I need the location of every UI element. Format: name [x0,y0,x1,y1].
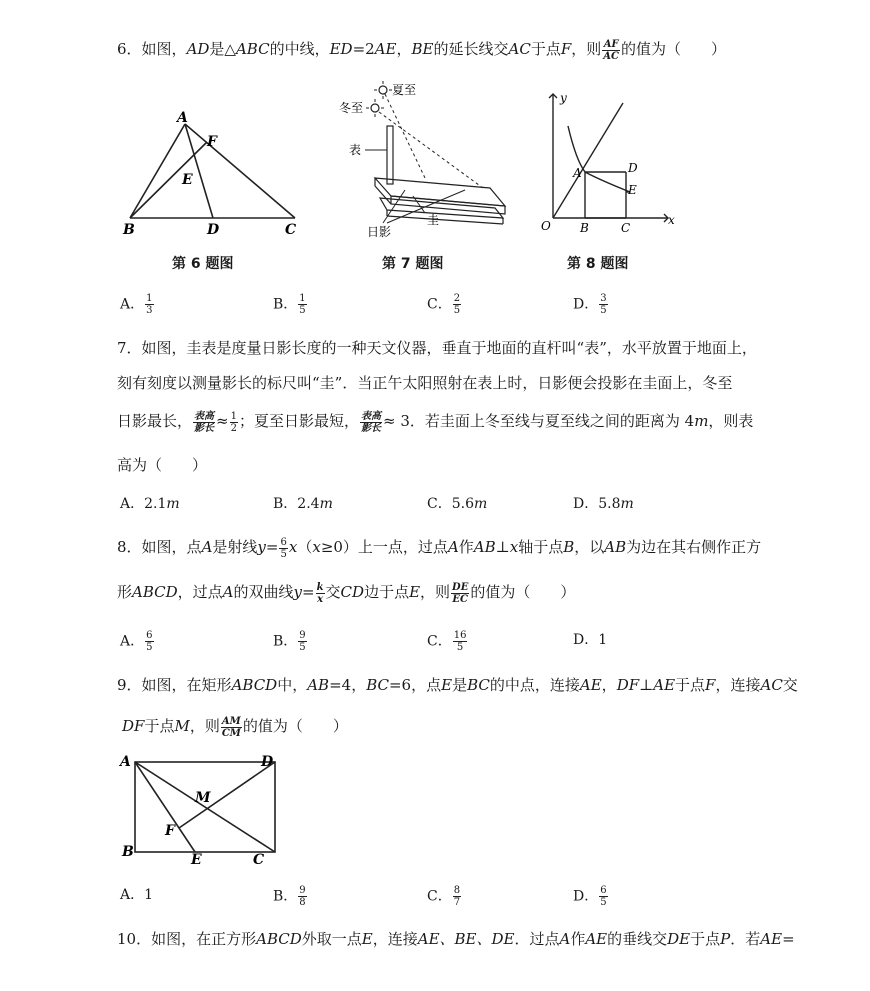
label-shadow: 日影 [367,225,392,239]
label-C: C [253,852,265,868]
text-segment: B． [273,296,298,313]
text-segment: ≈ 3．若圭面上冬至线与夏至线之间的距离为 4 [382,412,695,430]
q8-stem-line-1 [117,536,761,560]
text-segment: ABCD [132,583,178,601]
text-segment: 表高 [360,410,381,422]
label-E: E [191,852,202,868]
text-segment: =6，点 [388,676,442,694]
figure-6 [115,100,315,250]
text-segment: 16 [453,630,467,641]
label-D: D [207,222,220,238]
text-segment: 如图，圭表是度量日影长度的一种天文仪器，垂直于地面的直杆叫“表”，水平放置于地面上， [141,339,757,357]
text-segment: BE [411,40,434,58]
q8-option-a[interactable] [120,630,155,653]
q6-option-b[interactable] [273,293,308,316]
label-summer: 夏至 [392,83,417,97]
question-number: 7． [117,339,142,357]
text-segment: 8 [299,897,306,908]
text-segment: 1 [598,632,608,648]
text-segment: 2 [230,422,237,434]
text-segment: 6 [280,536,287,548]
text-segment: A． [120,296,145,313]
q7-option-d[interactable] [573,494,634,514]
figure-7-caption: 第 7 题图 [382,256,444,272]
figure-8 [538,88,678,238]
text-segment: m [166,496,180,512]
text-segment: 5 [600,897,607,908]
text-segment: 的值为（ ） [621,40,727,58]
text-segment: 的值为（ ） [470,583,576,601]
text-segment: x [317,593,324,605]
text-segment: ，连接 [372,930,418,948]
text-segment: AF [603,38,619,50]
text-segment: AC [603,50,620,62]
text-segment: AD [186,40,210,58]
text-segment: 3 [146,305,153,316]
text-segment: ， [601,676,617,694]
text-segment: AE [374,40,397,58]
q9-option-a[interactable] [120,885,153,905]
text-segment: ABC [235,40,270,58]
q7-option-a[interactable] [120,494,180,514]
label-E: E [182,172,193,188]
label-M: M [195,790,211,806]
text-segment: 外取一点 [301,930,362,948]
text-segment: D． [573,496,599,512]
text-segment: 5 [453,305,461,316]
text-segment: 5 [299,305,306,316]
text-segment: E [441,676,453,694]
label-D: D [628,161,638,175]
text-segment: 的中线， [269,40,330,58]
text-segment: ，则 [420,583,451,601]
text-segment: AC [760,676,783,694]
text-segment: B [563,538,575,556]
text-segment: E [361,930,373,948]
q8-stem-line-2 [117,581,575,605]
text-segment: 边于点 [364,583,410,601]
text-segment: = [782,930,795,948]
text-segment: 3 [600,293,607,304]
text-segment: 日影最长， [117,412,193,430]
text-segment: AB [307,676,330,694]
text-segment: DE [667,930,691,948]
text-segment: 5.8 [598,496,621,512]
text-segment: AB [604,538,627,556]
text-segment: F [705,676,716,694]
text-segment: D． [573,296,599,313]
q6-option-a[interactable] [120,293,155,316]
text-segment: A [447,538,459,556]
text-segment: C． [427,496,452,512]
text-segment: D． [573,632,599,648]
question-number: 9． [117,676,142,694]
text-segment: A [201,538,213,556]
text-segment: D． [573,888,599,905]
text-segment: =4， [329,676,367,694]
text-segment: 5 [600,305,607,316]
text-segment: y [293,583,303,601]
text-segment: 作 [570,930,586,948]
text-segment: 形 [117,583,133,601]
text-segment: A． [120,633,145,650]
text-segment: ⊥ [639,676,654,694]
q6-stem [117,38,726,62]
text-segment: ≈ [216,412,229,430]
text-segment: x [509,538,519,556]
text-segment: 中， [277,676,308,694]
question-number: 6． [117,40,142,58]
text-segment: DF [616,676,640,694]
text-segment: 9 [299,885,306,896]
figure-6-caption: 第 6 题图 [172,256,234,272]
text-segment: 交 [782,676,798,694]
q9-option-b[interactable] [273,885,308,908]
label-B: B [122,844,134,860]
text-segment: m [473,496,488,512]
text-segment: AB [473,538,496,556]
text-segment: 于点 [144,717,175,735]
fraction [602,39,620,62]
label-O: O [541,219,551,233]
label-A: A [177,110,188,126]
text-segment: EC [452,593,468,605]
q9-stem-line-1 [117,674,798,696]
text-segment: BC [366,676,389,694]
text-segment: AE、BE、DE [417,930,515,948]
text-segment: ，连接 [715,676,761,694]
label-gui: 圭 [427,213,440,227]
text-segment: ， [396,40,412,58]
text-segment: ABCD [256,930,302,948]
text-segment: y [257,538,266,556]
text-segment: 如图，在正方形 [151,930,257,948]
q9-option-c[interactable] [427,885,462,908]
q8-option-d[interactable] [573,630,607,650]
q8-option-b[interactable] [273,630,308,653]
text-segment: 1 [146,293,153,304]
q6-option-d[interactable] [573,293,609,316]
text-segment: 影长 [360,422,381,434]
text-segment: 于点 [675,676,706,694]
text-segment: ．过点 [514,930,560,948]
text-segment: 5 [456,642,464,653]
text-segment: 8 [453,885,461,896]
text-segment: 于点 [690,930,721,948]
text-segment: BC [467,676,490,694]
text-segment: 6 [146,630,153,641]
text-segment: AE [653,676,676,694]
text-segment: 刻有刻度以测量影长的标尺叫“圭”．当正午太阳照射在表上时，日影便会投影在圭面上，冬至 [117,374,733,392]
text-segment: 是射线 [212,538,258,556]
text-segment: C． [427,888,452,905]
text-segment: 是△ [209,40,236,58]
text-segment: k [316,581,324,593]
text-segment: A． [120,496,145,512]
text-segment: = [302,583,315,601]
text-segment: CM [221,727,241,739]
q9-stem-line-2 [122,715,348,739]
text-segment: A [559,930,571,948]
label-B: B [580,221,589,235]
text-segment: 的中点，连接 [489,676,580,694]
text-segment: ABCD [231,676,278,694]
question-number: 10． [117,930,152,948]
text-segment: 如图，在矩形 [141,676,232,694]
label-E: E [628,183,637,197]
text-segment: 2 [453,293,461,304]
label-biao: 表 [349,143,362,157]
label-F: F [207,134,217,150]
text-segment: （ [297,538,313,556]
text-segment: ED [329,40,353,58]
text-segment: 9 [299,630,306,641]
text-segment: m [319,496,333,512]
text-segment: 交 [325,583,341,601]
q7-option-c[interactable] [427,494,487,514]
figure-9 [115,748,290,873]
text-segment: F [560,40,572,58]
text-segment: ，则表 [708,412,754,430]
text-segment: 于点 [530,40,561,58]
text-segment: x [312,538,321,556]
q7-option-b[interactable] [273,494,333,514]
text-segment: m [694,412,709,430]
text-segment: m [620,496,634,512]
text-segment: ，以 [574,538,605,556]
text-segment: 如图， [141,40,187,58]
text-segment: AE [579,676,602,694]
text-segment: E [409,583,421,601]
text-segment: 2.1 [144,496,167,512]
text-segment: ，则 [189,717,220,735]
text-segment: B． [273,496,298,512]
label-A: A [120,754,131,770]
text-segment: 5 [280,548,287,560]
text-segment: 7 [453,897,461,908]
text-segment: =2 [352,40,375,58]
text-segment: ，过点 [177,583,223,601]
text-segment: B． [273,633,298,650]
text-segment: 6 [600,885,607,896]
text-segment: 如图，点 [141,538,202,556]
text-segment: ⊥ [495,538,510,556]
question-number: 8． [117,538,142,556]
q9-option-d[interactable] [573,885,609,908]
label-winter: 冬至 [339,101,364,115]
text-segment: 作 [458,538,474,556]
text-segment: 是 [452,676,468,694]
text-segment: x [288,538,298,556]
text-segment: 5 [299,642,306,653]
text-segment: ；夏至日影最短， [238,412,359,430]
text-segment: 1 [230,410,237,422]
text-segment: DE [452,581,469,593]
text-segment: ≥0）上一点，过点 [320,538,448,556]
figure-8-caption: 第 8 题图 [567,256,629,272]
text-segment: 的值为（ ） [242,717,348,735]
axis-label-x: x [668,213,675,227]
label-A: A [573,166,582,180]
figure-7 [335,78,535,248]
q6-option-c[interactable] [427,293,462,316]
text-segment: 1 [144,887,154,903]
text-segment: = [265,538,279,556]
text-segment: 表高 [194,410,215,422]
text-segment: AM [221,715,241,727]
q7-stem-line-2 [117,372,732,394]
text-segment: AC [508,40,531,58]
q10-stem [117,928,795,950]
text-segment: A． [120,887,145,903]
text-segment: ．若 [730,930,761,948]
text-segment: 影长 [194,422,215,434]
axis-label-y: y [560,91,567,105]
text-segment: ，则 [571,40,602,58]
text-segment: 的延长线交 [433,40,509,58]
q7-stem-line-3 [117,410,753,434]
text-segment: 5.6 [451,496,474,512]
label-B: B [123,222,135,238]
label-C: C [621,221,631,235]
text-segment: CD [340,583,365,601]
text-segment: 为边在其右侧作正方 [626,538,762,556]
text-segment: DF [122,717,145,735]
label-C: C [285,222,297,238]
text-segment: 的双曲线 [233,583,294,601]
label-D: D [261,754,274,770]
text-segment: 的垂线交 [607,930,668,948]
text-segment: 高为（ ） [117,456,208,474]
text-segment: AE [760,930,783,948]
q7-stem-line-1 [117,337,757,359]
text-segment: 2.4 [297,496,320,512]
q8-option-c[interactable] [427,630,468,653]
text-segment: A [222,583,234,601]
label-F: F [165,823,175,839]
text-segment: 5 [146,642,153,653]
text-segment: AE [585,930,608,948]
text-segment: M [174,717,190,735]
text-segment: 1 [299,293,306,304]
text-segment: B． [273,888,298,905]
q7-stem-line-4 [117,454,207,476]
text-segment: P [720,930,731,948]
text-segment: C． [427,633,452,650]
text-segment: 轴于点 [518,538,564,556]
text-segment: C． [427,296,452,313]
